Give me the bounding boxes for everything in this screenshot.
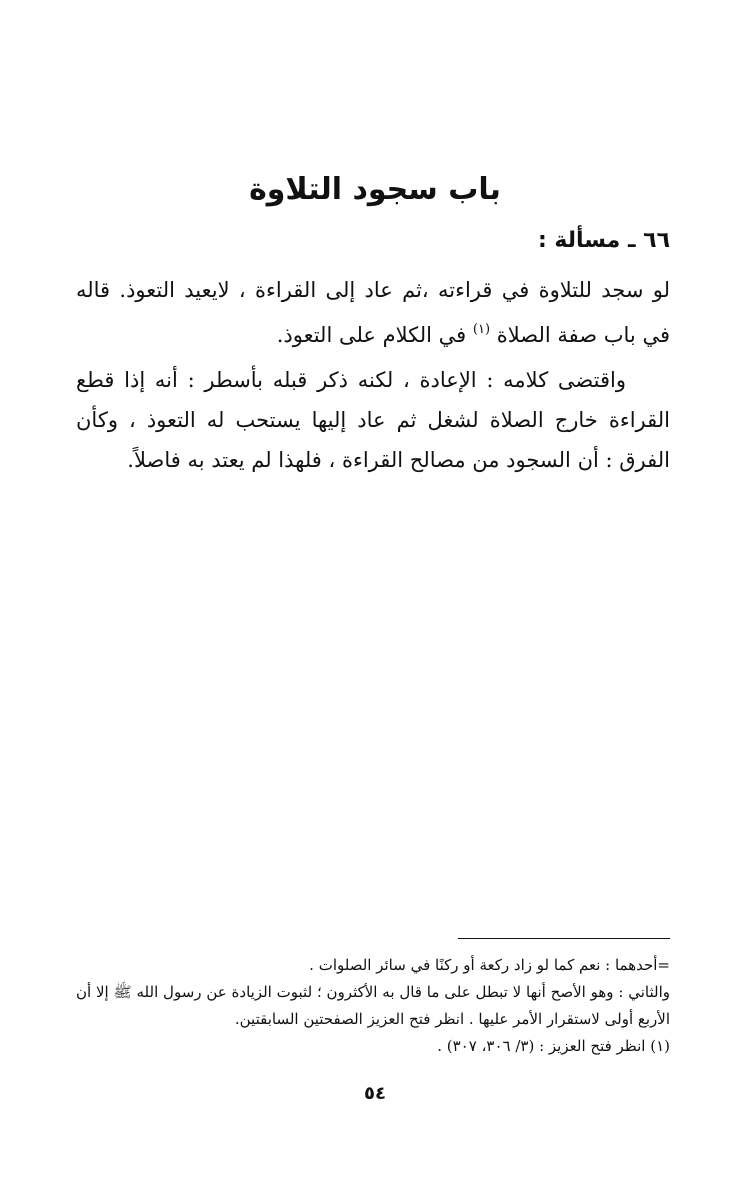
issue-heading: ٦٦ ـ مسألة : [537, 228, 670, 253]
paragraph-2 [76, 360, 670, 480]
paragraph-1-text-end: في الكلام على التعوذ. [276, 323, 467, 347]
footnote-divider [458, 938, 670, 939]
footnote-ref-1: (١) [472, 322, 491, 337]
footnote-line: =أحدهما : نعم كما لو زاد ركعة أو ركنًا في سائر الصلوات . [309, 956, 670, 974]
footnote-line: والثاني : وهو الأصح أنها لا تبطل على ما قال به الأكثرون ؛ لثبوت الزيادة عن رسول الله ﷺ إلا أن الأربع أولى لاستقرار الأمر عليها . انظر فتح العزيز الصفحتين السابقتين. [76, 983, 670, 1028]
footnote-line: (١) انظر فتح العزيز : (٣/ ٣٠٦، ٣٠٧) . [437, 1037, 670, 1055]
paragraph-2-text: واقتضى كلامه : الإعادة ، لكنه ذكر قبله بأسطر : أنه إذا قطع القراءة خارج الصلاة لشغل ثم عاد إليها يستحب له التعوذ ، وكأن الفرق : أن السجود من مصالح القراءة ، فلهذا لم يعتد به فاصلاً. [76, 368, 670, 472]
paragraph-1 [76, 270, 670, 355]
chapter-title: باب سجود التلاوة [249, 172, 501, 207]
footnotes [76, 952, 670, 1060]
paragraph-1-text: لو سجد للتلاوة في قراءته ،ثم عاد إلى القراءة ، لايعيد التعوذ. قاله في باب صفة الصلاة [76, 278, 670, 347]
page-number: ٥٤ [364, 1083, 386, 1104]
